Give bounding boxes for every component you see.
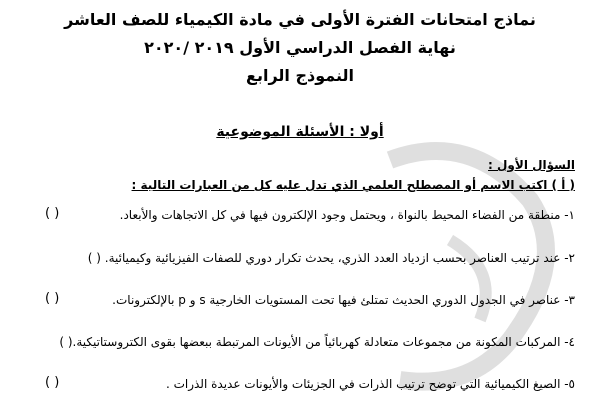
answer-blank-3: ( ): [45, 291, 60, 306]
question-item-4: ٤- المركبات المكونة من مجموعات متعادلة كهربائياً من الأيونات المرتبطة ببعضها بقوى الكتروستاتيكية.( ): [59, 335, 575, 349]
header-title: نماذج امتحانات الفترة الأولى في مادة الكيمياء للصف العاشر: [64, 10, 536, 29]
question-item-3: ٣- عناصر في الجدول الدوري الحديث تمتلئ فيها تحت المستويات الخارجية s و p بالإلكترونات.: [112, 293, 575, 307]
question-instruction: ( أ ) اكتب الاسم أو المصطلح العلمي الذي تدل عليه كل من العبارات التالية :: [131, 178, 575, 192]
question-item-2: ٢- عند ترتيب العناصر بحسب ازدياد العدد الذري، يحدث تكرار دوري للصفات الفيزيائية وكيميائية. ( ): [87, 251, 575, 265]
answer-blank-5: ( ): [45, 375, 60, 390]
question-item-1: ١- منطقة من الفضاء المحيط بالنواة ، ويحتمل وجود الإلكترون فيها في كل الاتجاهات والأبعاد.: [119, 208, 575, 222]
question-item-5: ٥- الصيغ الكيميائية التي توضح ترتيب الذرات في الجزيئات والأيونات عديدة الذرات .: [165, 377, 575, 391]
header-semester: نهاية الفصل الدراسي الأول ٢٠١٩ /٢٠٢٠: [144, 38, 456, 57]
header-model: النموذج الرابع: [246, 66, 354, 85]
answer-blank-1: ( ): [45, 206, 60, 221]
section-title: أولا : الأسئلة الموضوعية: [216, 124, 384, 140]
question-label: السؤال الأول :: [488, 158, 575, 172]
